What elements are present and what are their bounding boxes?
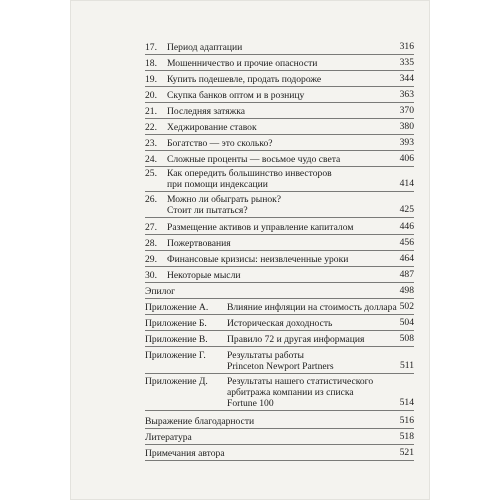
- page-number: 508: [399, 333, 414, 344]
- page-number: 511: [399, 360, 414, 371]
- divider: [145, 54, 414, 55]
- section-title: Выражение благодарности: [145, 416, 255, 427]
- page-number: 464: [399, 253, 414, 264]
- page-number: 502: [399, 301, 414, 312]
- chapter-title: Богатство — это сколько?: [167, 138, 273, 149]
- toc-entry-appendix-e: [145, 376, 414, 409]
- divider: [145, 282, 414, 283]
- chapter-title: Размещение активов и управление капиталом: [167, 222, 354, 233]
- toc-entry-author-notes: [145, 448, 414, 459]
- divider: [145, 346, 414, 347]
- toc-entry-30: [145, 270, 414, 281]
- appendix-title: Результаты нашего статистического: [227, 376, 374, 387]
- chapter-title: Последняя затяжка: [167, 106, 246, 117]
- divider: [145, 150, 414, 151]
- divider: [145, 410, 414, 411]
- chapter-title: Финансовые кризисы: неизвлеченные уроки: [167, 254, 349, 265]
- appendix-label: Приложение Б.: [145, 318, 207, 329]
- chapter-title-continued: Стоит ли пытаться?: [167, 205, 248, 216]
- appendix-label: Приложение В.: [145, 334, 208, 345]
- chapter-number: 19.: [145, 74, 157, 85]
- divider: [145, 166, 414, 167]
- appendix-title-continued: Fortune 100: [227, 398, 274, 409]
- chapter-number: 21.: [145, 106, 157, 117]
- appendix-label: Приложение А.: [145, 302, 209, 313]
- appendix-title: Правило 72 и другая информация: [227, 334, 365, 345]
- page-number: 456: [399, 237, 414, 248]
- chapter-number: 24.: [145, 154, 157, 165]
- toc-entry-appendix-c: [145, 334, 414, 345]
- divider: [145, 250, 414, 251]
- chapter-number: 25.: [145, 168, 157, 179]
- divider: [145, 428, 414, 429]
- divider: [145, 191, 414, 192]
- page-number: 504: [399, 317, 414, 328]
- divider: [145, 70, 414, 71]
- toc-entry-appendix-d: [145, 350, 414, 372]
- toc-entry-17: [145, 42, 414, 53]
- page-number: 516: [399, 415, 414, 426]
- page-number: 335: [399, 57, 414, 68]
- divider: [145, 266, 414, 267]
- book-page: [70, 0, 430, 500]
- divider: [145, 118, 414, 119]
- divider: [145, 134, 414, 135]
- chapter-title: Хеджирование ставок: [167, 122, 257, 133]
- divider: [145, 314, 414, 315]
- toc-entry-19: [145, 74, 414, 85]
- chapter-title: Период адаптации: [167, 42, 243, 53]
- toc-entry-25: [145, 168, 414, 190]
- chapter-title: Пожертвования: [167, 238, 231, 249]
- divider: [145, 298, 414, 299]
- divider: [145, 330, 414, 331]
- toc-entry-21: [145, 106, 414, 117]
- chapter-number: 17.: [145, 42, 157, 53]
- toc-entry-28: [145, 238, 414, 249]
- appendix-label: Приложение Д.: [145, 376, 208, 387]
- divider: [145, 217, 414, 218]
- toc-entry-26: [145, 194, 414, 216]
- toc-entry-24: [145, 154, 414, 165]
- page-number: 414: [399, 178, 414, 189]
- page-number: 487: [399, 269, 414, 280]
- chapter-title: Как опередить большинство инвесторов: [167, 168, 332, 179]
- chapter-number: 26.: [145, 194, 157, 205]
- divider: [145, 444, 414, 445]
- section-title: Примечания автора: [145, 448, 225, 459]
- toc-entry-epilogue: [145, 286, 414, 297]
- appendix-title: Результаты работы: [227, 350, 304, 361]
- toc-entry-20: [145, 90, 414, 101]
- page-number: 393: [399, 137, 414, 148]
- page-number: 446: [399, 221, 414, 232]
- toc-entry-27: [145, 222, 414, 233]
- page-number: 370: [399, 105, 414, 116]
- page-number: 380: [399, 121, 414, 132]
- divider: [145, 460, 414, 461]
- appendix-title-continued: Princeton Newport Partners: [227, 361, 334, 372]
- table-of-contents: [70, 0, 430, 500]
- page-number: 518: [399, 431, 414, 442]
- chapter-number: 30.: [145, 270, 157, 281]
- chapter-number: 22.: [145, 122, 157, 133]
- chapter-title: Сложные проценты — восьмое чудо света: [167, 154, 341, 165]
- page-number: 425: [399, 204, 414, 215]
- toc-entry-literature: [145, 432, 414, 443]
- page-number: 406: [399, 153, 414, 164]
- chapter-number: 29.: [145, 254, 157, 265]
- toc-entry-18: [145, 58, 414, 69]
- chapter-title: Можно ли обыграть рынок?: [167, 194, 282, 205]
- chapter-title: Купить подешевле, продать подороже: [167, 74, 322, 85]
- page-number: 514: [399, 397, 414, 408]
- toc-entry-acknowledgements: [145, 416, 414, 427]
- toc-entry-29: [145, 254, 414, 265]
- appendix-label: Приложение Г.: [145, 350, 206, 361]
- toc-entry-appendix-a: [145, 302, 414, 313]
- appendix-title: Влияние инфляции на стоимость доллара: [227, 302, 397, 313]
- chapter-number: 23.: [145, 138, 157, 149]
- chapter-title: Некоторые мысли: [167, 270, 241, 281]
- page-number: 316: [399, 41, 414, 52]
- toc-entry-appendix-b: [145, 318, 414, 329]
- chapter-title-continued: при помощи индексации: [167, 179, 268, 190]
- page-number: 498: [399, 285, 414, 296]
- chapter-number: 27.: [145, 222, 157, 233]
- chapter-number: 28.: [145, 238, 157, 249]
- section-title: Эпилог: [145, 286, 176, 297]
- divider: [145, 234, 414, 235]
- appendix-title-continued: арбитража компании из списка: [227, 387, 354, 398]
- toc-entry-23: [145, 138, 414, 149]
- divider: [145, 373, 414, 374]
- divider: [145, 86, 414, 87]
- page-number: 344: [399, 73, 414, 84]
- chapter-number: 18.: [145, 58, 157, 69]
- section-title: Литература: [145, 432, 192, 443]
- chapter-number: 20.: [145, 90, 157, 101]
- chapter-title: Скупка банков оптом и в розницу: [167, 90, 305, 101]
- page-number: 521: [399, 447, 414, 458]
- page-number: 363: [399, 89, 414, 100]
- divider: [145, 102, 414, 103]
- appendix-title: Историческая доходность: [227, 318, 333, 329]
- toc-entry-22: [145, 122, 414, 133]
- chapter-title: Мошенничество и прочие опасности: [167, 58, 318, 69]
